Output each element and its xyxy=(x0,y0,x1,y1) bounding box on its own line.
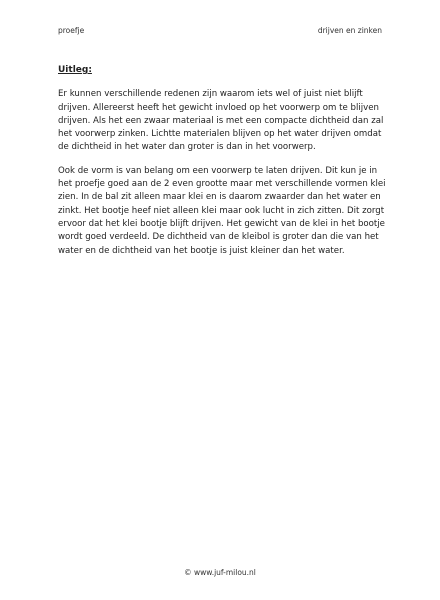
section-heading: Uitleg: xyxy=(58,65,92,75)
main-content xyxy=(58,64,386,268)
footer-copyright: © www.juf-milou.nl xyxy=(184,568,256,577)
paragraph-1: Er kunnen verschillende redenen zijn waarom iets wel of juist niet blijft drijven. Allereerst heeft het gewicht invloed op het voorwerp om te blijven drijven. Als het een zwaar materiaal is met een compacte dichtheid dan zal het voorwerp zinken. Lichtte materialen blijven op het water drijven omdat de dichtheid in het water dan groter is dan in het voorwerp. xyxy=(58,89,384,153)
paragraph-2: Ook de vorm is van belang om een voorwerp te laten drijven. Dit kun je in het proefje goed aan de 2 even grootte maar met verschillende vormen klei zien. In de bal zit alleen maar klei en is daarom zwaarder dan het water en zinkt. Het bootje heef niet alleen klei maar ook lucht in zich zitten. Dit zorgt ervoor dat het klei bootje blijft drijven. Het gewicht van de klei in het bootje wordt goed verdeeld. De dichtheid van de kleibol is groter dan die van het water en de dichtheid van het bootje is juist kleiner dan het water. xyxy=(58,165,386,256)
header-right-label: drijven en zinken xyxy=(317,26,382,35)
header-left-label: proefje xyxy=(58,26,85,35)
